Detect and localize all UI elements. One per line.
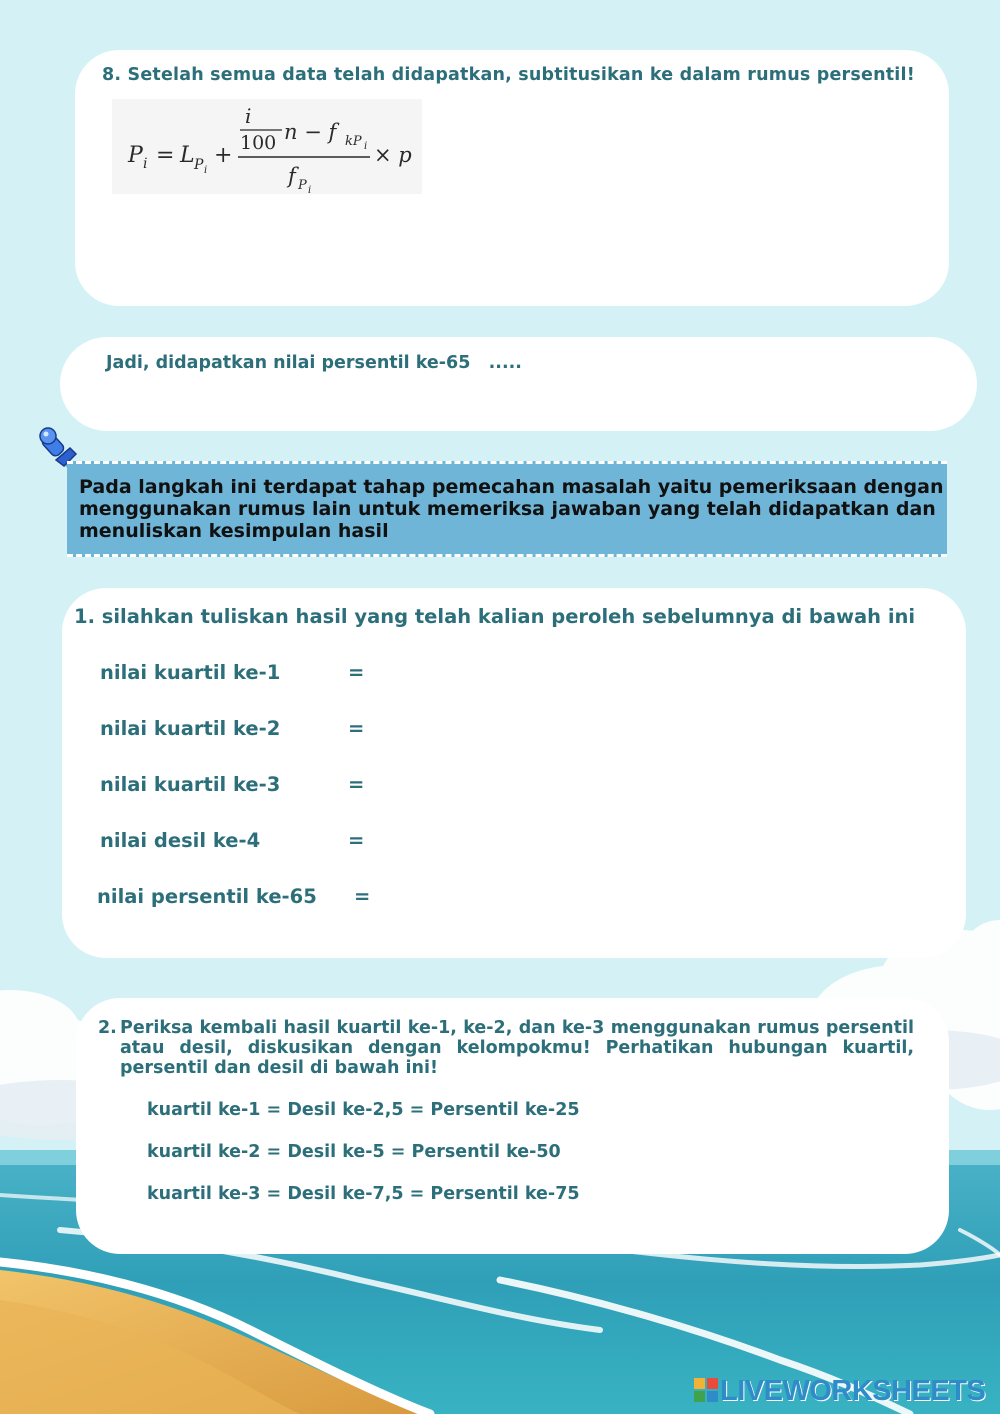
quartile-1-label: nilai kuartil ke-1 xyxy=(100,661,281,684)
formula-L-subsub: i xyxy=(204,165,208,176)
question-8-text: 8. Setelah semua data telah didapatkan, subtitusikan ke dalam rumus persentil! xyxy=(102,65,915,85)
quartile-3-equals: = xyxy=(348,773,365,796)
liveworksheets-logo xyxy=(694,1374,994,1408)
percentile-formula-image xyxy=(112,99,422,194)
percentile-formula xyxy=(112,99,422,194)
relation-quartile-2: kuartil ke-2 = Desil ke-5 = Persentil ke-50 xyxy=(147,1142,561,1162)
formula-L-sub: P xyxy=(194,157,204,173)
formula-lhs-sub: i xyxy=(143,156,148,172)
instruction-banner-text: Pada langkah ini terdapat tahap pemecahan masalah yaitu pemeriksaan dengan menggunakan rumus lain untuk memeriksa jawaban yang telah didapatkan dan menuliskan kesimpulan hasil xyxy=(79,476,944,542)
formula-plus: + xyxy=(214,143,233,168)
quartile-1-equals: = xyxy=(348,661,365,684)
percentile-65-label: nilai persentil ke-65 xyxy=(97,885,317,908)
decile-4-row xyxy=(100,829,365,852)
formula-eq: = xyxy=(156,143,175,168)
decile-4-label: nilai desil ke-4 xyxy=(100,829,261,852)
percentile-65-row xyxy=(97,885,371,908)
quartile-1-row xyxy=(100,661,365,684)
quartile-2-label: nilai kuartil ke-2 xyxy=(100,717,281,740)
formula-numerator-subsub: i xyxy=(364,141,368,152)
decile-4-equals: = xyxy=(348,829,365,852)
percentile-result-card xyxy=(60,337,977,431)
liveworksheets-logo-text: LIVEWORKSHEETS xyxy=(720,1375,986,1407)
question-2-number: 2. xyxy=(98,1018,117,1038)
formula-numerator-sub: kP xyxy=(345,134,362,149)
relation-quartile-3: kuartil ke-3 = Desil ke-7,5 = Persentil ke-75 xyxy=(147,1184,580,1204)
formula-times-p: × p xyxy=(374,143,412,167)
quartile-3-row xyxy=(100,773,365,796)
relation-quartile-1: kuartil ke-1 = Desil ke-2,5 = Persentil ke-25 xyxy=(147,1100,580,1120)
question-2-text: Periksa kembali hasil kuartil ke-1, ke-2, dan ke-3 menggunakan rumus persentil atau desil, diskusikan dengan kelompokmu! Perhatikan hubungan kuartil, persentil dan desil di bawah ini! xyxy=(120,1018,914,1078)
formula-denominator-sub: P xyxy=(298,178,307,193)
percentile-result-text: Jadi, didapatkan nilai persentil ke-65 ..... xyxy=(106,353,522,373)
formula-numerator-i: i xyxy=(245,104,252,128)
formula-denominator: f xyxy=(288,164,296,188)
question-8-card xyxy=(75,50,949,306)
formula-numerator-100: 100 xyxy=(240,132,277,154)
liveworksheets-logo-icon xyxy=(694,1378,718,1402)
quartile-2-row xyxy=(100,717,365,740)
formula-numerator-rest: n − f xyxy=(284,120,337,144)
formula-lhs: P xyxy=(128,143,143,168)
quartile-3-label: nilai kuartil ke-3 xyxy=(100,773,281,796)
formula-denominator-subsub: i xyxy=(308,185,312,194)
question-1-text: 1. silahkan tuliskan hasil yang telah kalian peroleh sebelumnya di bawah ini xyxy=(74,605,916,628)
instruction-banner xyxy=(67,461,947,557)
quartile-2-equals: = xyxy=(348,717,365,740)
question-2 xyxy=(98,1018,914,1078)
formula-L: L xyxy=(180,143,195,168)
percentile-65-equals: = xyxy=(354,885,371,908)
question-2-card xyxy=(76,998,949,1254)
question-1-card xyxy=(62,588,966,958)
